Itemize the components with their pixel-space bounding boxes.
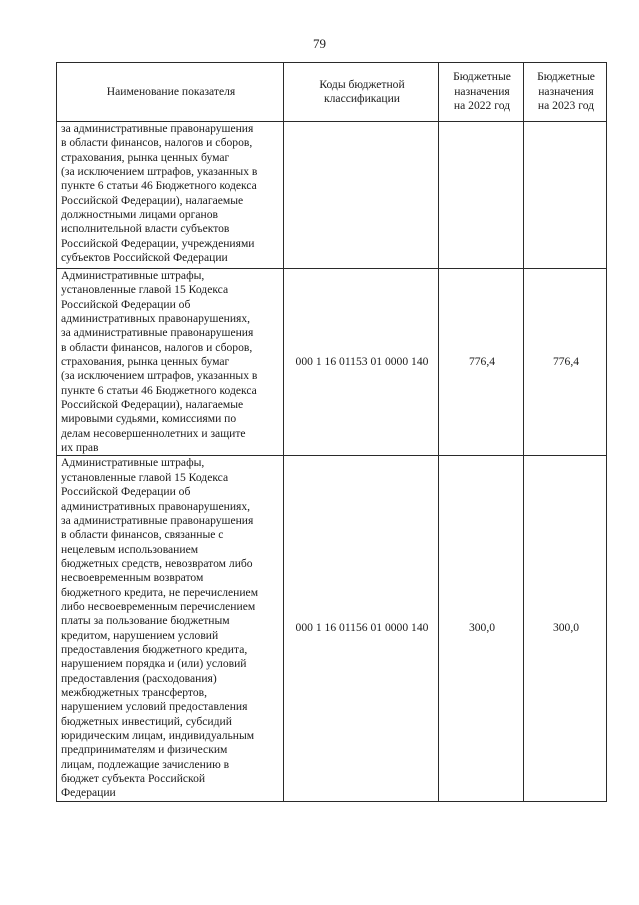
allocation-2022-cell: 776,4: [439, 269, 524, 456]
allocation-2023-cell: 300,0: [524, 456, 607, 801]
table-row: [57, 122, 607, 269]
header-line: Наименование показателя: [106, 84, 236, 98]
allocation-2023-cell: [524, 122, 607, 269]
indicator-name-cell: [57, 456, 284, 801]
indicator-name-line: (за исключением штрафов, указанных в: [61, 369, 258, 383]
indicator-name-line: бюджетных инвестиций, субсидий: [61, 714, 232, 728]
indicator-name-line: межбюджетных трансфертов,: [61, 685, 207, 699]
header-allocation-2023: [524, 63, 607, 122]
indicator-name-line: страхования, рынка ценных бумаг: [61, 355, 230, 369]
indicator-name-line: платы за пользование бюджетным: [61, 614, 230, 628]
indicator-name-line: субъектов Российской Федерации: [61, 251, 228, 265]
header-indicator-name: [57, 63, 284, 122]
indicator-name-cell: [57, 122, 284, 269]
indicator-name-line: бюджет субъекта Российской: [61, 772, 206, 786]
indicator-name-line: пункте 6 статьи 46 Бюджетного кодекса: [61, 179, 257, 193]
indicator-name-line: Российской Федерации), налагаемые: [61, 193, 244, 207]
indicator-name-line: в области финансов, связанные с: [61, 528, 224, 542]
indicator-name-line: административных правонарушениях,: [61, 312, 251, 326]
indicator-name-line: исполнительной власти субъектов: [61, 222, 230, 236]
indicator-name-line: кредитом, нарушением условий: [61, 628, 219, 642]
budget-code-cell: 000 1 16 01156 01 0000 140: [284, 456, 439, 801]
allocation-2023-cell: 776,4: [524, 269, 607, 456]
indicator-name-line: за административные правонарушения: [61, 122, 254, 135]
header-line: Коды бюджетной: [319, 77, 405, 91]
header-allocation-2022: [439, 63, 524, 122]
indicator-name-line: их прав: [61, 441, 99, 455]
indicator-name-line: за административные правонарушения: [61, 513, 254, 527]
indicator-name-line: нарушением условий предоставления: [61, 700, 248, 714]
indicator-name-line: установленные главой 15 Кодекса: [61, 470, 229, 484]
header-budget-codes: [284, 63, 439, 122]
indicator-name-line: мировыми судьями, комиссиями по: [61, 412, 237, 426]
indicator-name-line: Федерации: [61, 786, 116, 800]
allocation-2022-cell: [439, 122, 524, 269]
budget-code-cell: 000 1 16 01153 01 0000 140: [284, 269, 439, 456]
header-line: назначения: [454, 84, 510, 98]
header-line: на 2022 год: [453, 99, 511, 113]
table-header: [57, 63, 607, 122]
header-row: [57, 63, 607, 122]
indicator-name-line: лицам, подлежащие зачислению в: [61, 757, 230, 771]
header-line: назначения: [538, 84, 594, 98]
indicator-name-line: должностными лицами органов: [61, 208, 219, 222]
indicator-name-line: предоставления бюджетного кредита,: [61, 642, 248, 656]
indicator-name-line: предпринимателям и физическим: [61, 743, 228, 757]
indicator-name-line: страхования, рынка ценных бумаг: [61, 150, 230, 164]
indicator-name-line: Российской Федерации об: [61, 297, 191, 311]
indicator-name-line: установленные главой 15 Кодекса: [61, 283, 229, 297]
indicator-name-line: Российской Федерации об: [61, 485, 191, 499]
indicator-name-line: либо несвоевременным перечислением: [61, 599, 256, 613]
header-line: Бюджетные: [453, 70, 511, 84]
indicator-name-line: делам несовершеннолетних и защите: [61, 426, 246, 440]
indicator-name-line: нарушением порядка и (или) условий: [61, 657, 247, 671]
indicator-name-line: Административные штрафы,: [61, 456, 205, 470]
indicator-name-line: в области финансов, налогов и сборов,: [61, 340, 253, 354]
indicator-name-line: за административные правонарушения: [61, 326, 254, 340]
indicator-name-line: Российской Федерации), налагаемые: [61, 398, 244, 412]
table-row: [57, 456, 607, 801]
budget-code-cell: [284, 122, 439, 269]
allocation-2022-cell: 300,0: [439, 456, 524, 801]
indicator-name-line: пункте 6 статьи 46 Бюджетного кодекса: [61, 383, 257, 397]
table-row: [57, 269, 607, 456]
indicator-name-line: несвоевременным возвратом: [61, 571, 204, 585]
header-line: классификации: [324, 92, 400, 105]
table-body: [57, 122, 607, 802]
indicator-name-line: в области финансов, налогов и сборов,: [61, 136, 253, 150]
indicator-name-line: нецелевым использованием: [61, 542, 199, 556]
indicator-name-line: административных правонарушениях,: [61, 499, 251, 513]
header-line: Бюджетные: [537, 70, 595, 84]
indicator-name-line: юридическим лицам, индивидуальным: [61, 729, 255, 742]
budget-table: [56, 62, 607, 802]
indicator-name-line: (за исключением штрафов, указанных в: [61, 165, 258, 179]
indicator-name-line: предоставления (расходования): [61, 671, 217, 685]
indicator-name-line: бюджетных средств, невозвратом либо: [61, 556, 253, 570]
indicator-name-line: бюджетного кредита, не перечислением: [61, 585, 259, 599]
indicator-name-cell: [57, 269, 284, 456]
indicator-name-line: Административные штрафы,: [61, 269, 205, 282]
page-number: 79: [313, 36, 326, 51]
indicator-name-line: Российской Федерации, учреждениями: [61, 236, 255, 250]
header-line: на 2023 год: [537, 99, 595, 113]
